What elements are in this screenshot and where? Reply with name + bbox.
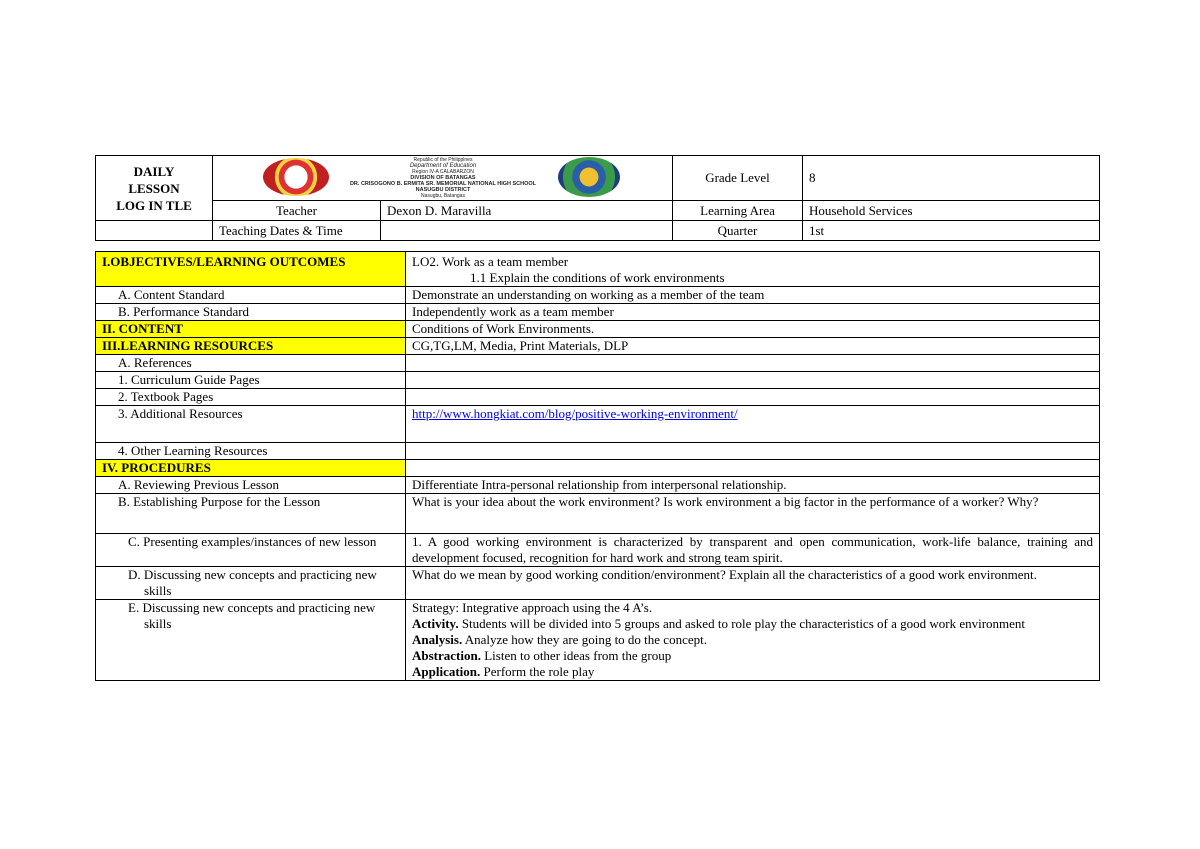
discussing-e-value (406, 600, 1100, 681)
logo-banner (213, 156, 673, 201)
reviewing-value: Differentiate Intra-personal relationship from interpersonal relationship. (406, 477, 1100, 494)
strategy-text: Strategy: Integrative approach using the 4 A’s. (412, 600, 653, 615)
title-line-daily: DAILY (133, 163, 175, 179)
presenting-label: C. Presenting examples/instances of new lesson (96, 534, 406, 567)
references-value (406, 355, 1100, 372)
school-letterhead: Republic of the Philippines Department of Education Region IV-A CALABARZON DIVISION OF BATANGAS DR. CRISOGONO B. ERMITA SR. MEMORIAL NATIONAL HIGH SCHOOL NASUGBU DISTRICT Nasugbu, Batangas (349, 157, 537, 199)
teaching-dates-label: Teaching Dates & Time (213, 221, 381, 241)
learning-area-value: Household Services (803, 201, 1100, 221)
table-row (96, 534, 1100, 567)
curriculum-label: 1. Curriculum Guide Pages (96, 372, 406, 389)
teacher-label: Teacher (213, 201, 381, 221)
textbook-value (406, 389, 1100, 406)
deped-seal-icon (263, 158, 329, 196)
quarter-value: 1st (803, 221, 1100, 241)
additional-value (406, 406, 1100, 443)
curriculum-value (406, 372, 1100, 389)
teaching-dates-value (381, 221, 673, 241)
activity-text: Activity. Students will be divided into 5 groups and asked to role play the characteristics of a good work environment (412, 616, 1026, 631)
discussing-e-label: E. Discussing new concepts and practicing new skills (96, 600, 406, 681)
quarter-label: Quarter (673, 221, 803, 241)
content-standard-value: Demonstrate an understanding on working as a member of the team (406, 287, 1100, 304)
purpose-value: What is your idea about the work environment? Is work environment a big factor in the performance of a worker? Why? (406, 494, 1100, 534)
performance-standard-label: B. Performance Standard (96, 304, 406, 321)
dll-title (96, 156, 213, 221)
table-row (96, 389, 1100, 406)
table-row (96, 338, 1100, 355)
analysis-text: Analysis. Analyze how they are going to do the concept. (412, 632, 707, 647)
application-text: Application. Perform the role play (412, 664, 595, 679)
references-label: A. References (96, 355, 406, 372)
table-row (96, 600, 1100, 681)
title-line-lesson: LESSON (128, 180, 180, 196)
table-row (96, 321, 1100, 338)
content-label: II. CONTENT (96, 321, 406, 338)
table-row (96, 567, 1100, 600)
procedures-label: IV. PROCEDURES (96, 460, 406, 477)
content-standard-label: A. Content Standard (96, 287, 406, 304)
discussing-d-value: What do we mean by good working condition/environment? Explain all the characteristics of a good work environment. (406, 567, 1100, 600)
discussing-d-label: D. Discussing new concepts and practicing new skills (96, 567, 406, 600)
performance-standard-value: Independently work as a team member (406, 304, 1100, 321)
table-row (96, 406, 1100, 443)
table-row (96, 460, 1100, 477)
lesson-table (95, 251, 1100, 681)
resources-value: CG,TG,LM, Media, Print Materials, DLP (406, 338, 1100, 355)
presenting-value: 1. A good working environment is characterized by transparent and open communication, work-life balance, training and development focused, recognition for hard work and strong team spirit. (406, 534, 1100, 567)
content-value: Conditions of Work Environments. (406, 321, 1100, 338)
abstraction-text: Abstraction. Listen to other ideas from the group (412, 648, 672, 663)
table-row (96, 443, 1100, 460)
textbook-label: 2. Textbook Pages (96, 389, 406, 406)
header-table (95, 155, 1100, 241)
objectives-value: LO2. Work as a team member 1.1 Explain the conditions of work environments (406, 252, 1100, 287)
purpose-label: B. Establishing Purpose for the Lesson (96, 494, 406, 534)
procedures-value (406, 460, 1100, 477)
school-seal-icon (558, 157, 620, 197)
table-row (96, 372, 1100, 389)
other-resources-value (406, 443, 1100, 460)
table-row (96, 355, 1100, 372)
reviewing-label: A. Reviewing Previous Lesson (96, 477, 406, 494)
grade-level-value: 8 (803, 156, 1100, 201)
resource-link[interactable]: http://www.hongkiat.com/blog/positive-working-environment/ (412, 406, 738, 421)
table-row (96, 287, 1100, 304)
table-row (96, 252, 1100, 287)
title-line-log: LOG IN TLE (116, 197, 192, 213)
learning-area-label: Learning Area (673, 201, 803, 221)
additional-label: 3. Additional Resources (96, 406, 406, 443)
other-resources-label: 4. Other Learning Resources (96, 443, 406, 460)
table-row (96, 304, 1100, 321)
table-row (96, 477, 1100, 494)
teacher-value: Dexon D. Maravilla (381, 201, 673, 221)
grade-level-label: Grade Level (673, 156, 803, 201)
resources-label: III.LEARNING RESOURCES (96, 338, 406, 355)
table-row (96, 494, 1100, 534)
objectives-label: I.OBJECTIVES/LEARNING OUTCOMES (96, 252, 406, 287)
